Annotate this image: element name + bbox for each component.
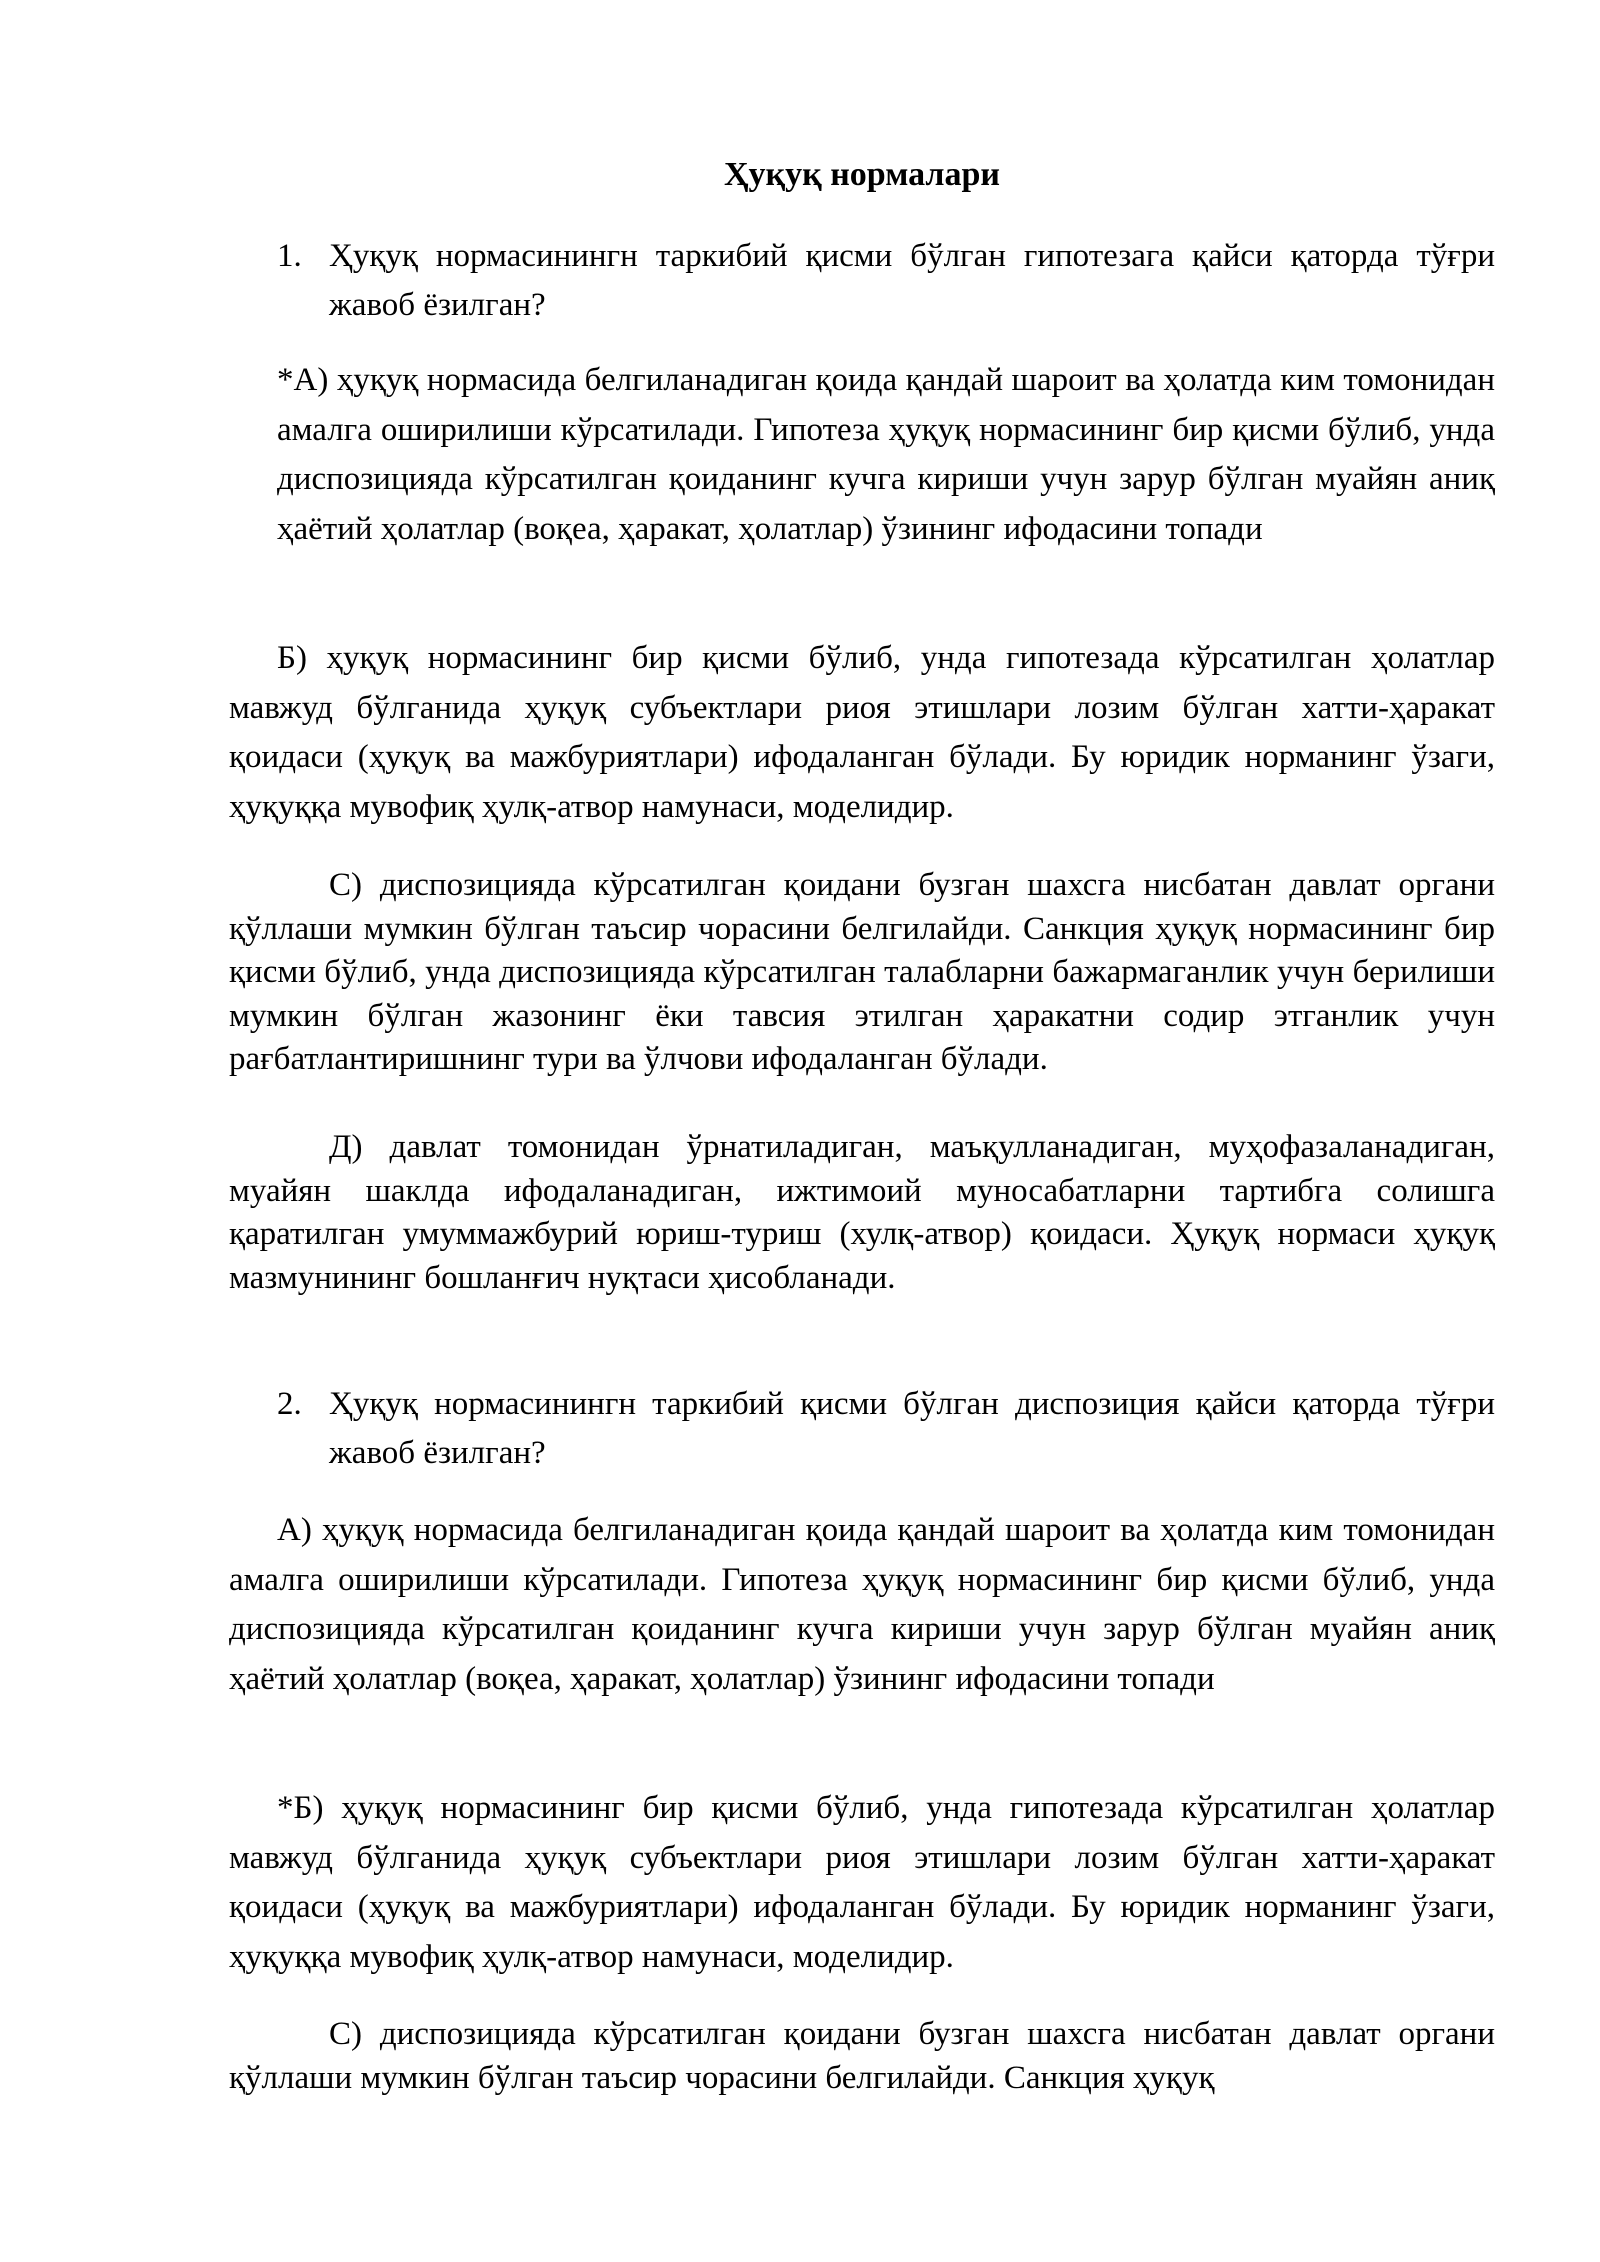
question-text: Ҳуқуқ нормасинингн таркибий қисми бўлган диспозиция қайси қаторда тўғри жавоб ёзилган? bbox=[329, 1386, 1495, 1471]
question-text: Ҳуқуқ нормасинингн таркибий қисми бўлган гипотезага қайси қаторда тўғри жавоб ёзилган? bbox=[329, 238, 1495, 323]
question-1 bbox=[277, 232, 1495, 330]
answer-option-c: С) диспозицияда кўрсатилган қоидани бузган шахсга нисбатан давлат органи қўллаши мумкин бўлган таъсир чорасини белгилайди. Санкция ҳуқуқ bbox=[229, 2016, 1495, 2096]
answer-option-b: *Б) ҳуқуқ нормасининг бир қисми бўлиб, унда гипотезада кўрсатилган ҳолатлар мавжуд бўлганида ҳуқуқ субъектлари риоя этишлари лозим бўлган хатти-ҳаракат қоидаси (ҳуқуқ ва мажбуриятлари) ифодаланган бўлади. Бу юридик норманинг ўзаги, ҳуқуққа мувофиқ ҳулқ-атвор намунаси, моделидир. bbox=[229, 1790, 1495, 1975]
document-page bbox=[229, 0, 1495, 2262]
answer-option-d: Д) давлат томонидан ўрнатиладиган, маъқулланадиган, муҳофазаланадиган, муайян шаклда ифодаланадиган, ижтимоий муносабатларни тартибга солишга қаратилган умуммажбурий юриш-туриш (хулқ-атвор) қоидаси. Ҳуқуқ нормаси ҳуқуқ мазмунининг бошланғич нуқтаси ҳисобланади. bbox=[229, 1129, 1495, 1296]
question-number: 2. bbox=[277, 1386, 302, 1422]
document-title: Ҳуқуқ нормалари bbox=[723, 156, 1001, 193]
question-2 bbox=[277, 1380, 1495, 1478]
answer-option-c: С) диспозицияда кўрсатилган қоидани бузган шахсга нисбатан давлат органи қўллаши мумкин бўлган таъсир чорасини белгилайди. Санкция ҳуқуқ нормасининг бир қисми бўлиб, унда диспозицияда кўрсатилган талабларни бажармаганлик учун берилиши мумкин бўлган жазонинг ёки тавсия этилган ҳаракатни содир этганлик учун рағбатлантиришнинг тури ва ўлчови ифодаланган бўлади. bbox=[229, 867, 1495, 1077]
answer-option-a: *А) ҳуқуқ нормасида белгиланадиган қоида қандай шароит ва ҳолатда ким томонидан амалга оширилиши кўрсатилади. Гипотеза ҳуқуқ нормасининг бир қисми бўлиб, унда диспозицияда кўрсатилган қоиданинг кучга кириши учун зарур бўлган муайян аниқ ҳаётий ҳолатлар (воқеа, ҳаракат, ҳолатлар) ўзининг ифодасини топади bbox=[277, 362, 1495, 547]
question-number: 1. bbox=[277, 238, 302, 274]
answer-option-a: А) ҳуқуқ нормасида белгиланадиган қоида қандай шароит ва ҳолатда ким томонидан амалга оширилиши кўрсатилади. Гипотеза ҳуқуқ нормасининг бир қисми бўлиб, унда диспозицияда кўрсатилган қоиданинг кучга кириши учун зарур бўлган муайян аниқ ҳаётий ҳолатлар (воқеа, ҳаракат, ҳолатлар) ўзининг ифодасини топади bbox=[229, 1512, 1495, 1697]
answer-option-b: Б) ҳуқуқ нормасининг бир қисми бўлиб, унда гипотезада кўрсатилган ҳолатлар мавжуд бўлганида ҳуқуқ субъектлари риоя этишлари лозим бўлган хатти-ҳаракат қоидаси (ҳуқуқ ва мажбуриятлари) ифодаланган бўлади. Бу юридик норманинг ўзаги, ҳуқуққа мувофиқ ҳулқ-атвор намунаси, моделидир. bbox=[229, 640, 1495, 825]
